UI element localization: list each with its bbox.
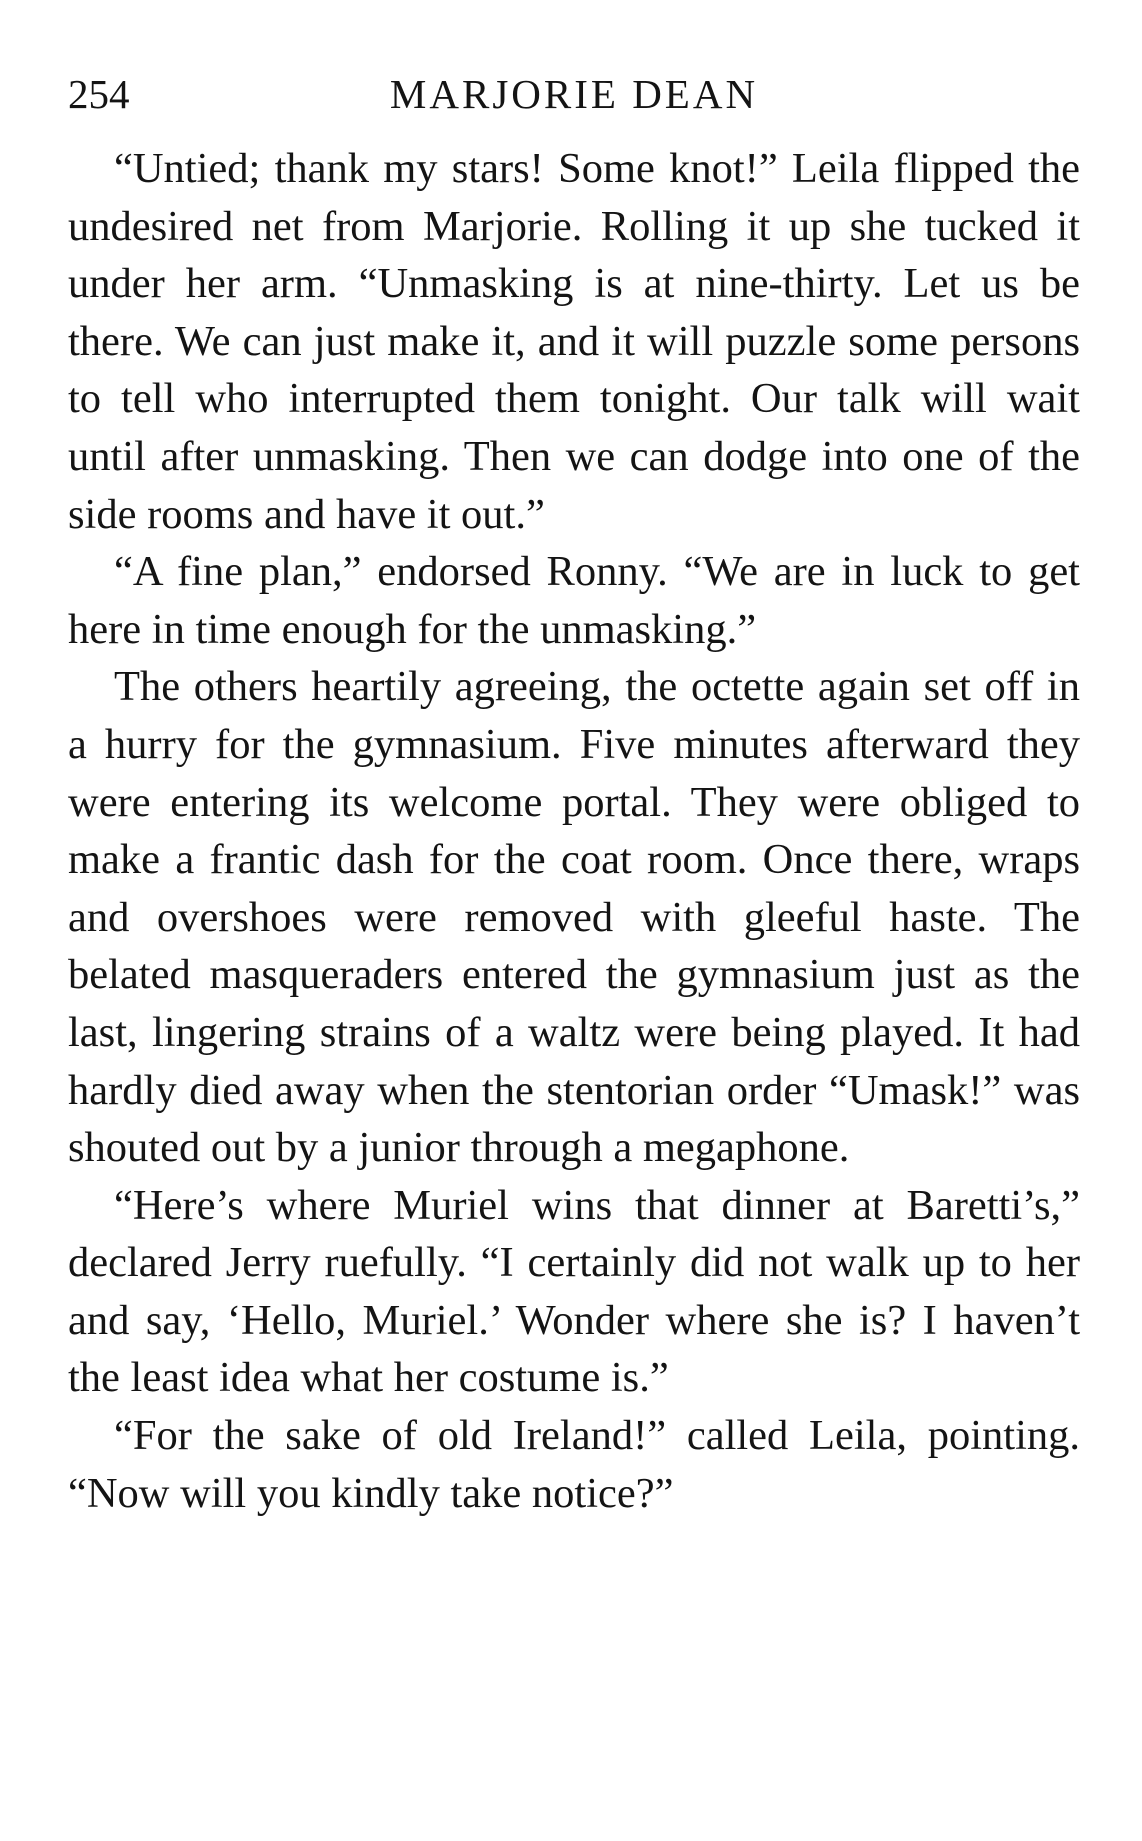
body-text (68, 140, 1080, 1522)
paragraph-5: “For the sake of old Ireland!” called Leila, pointing. “Now will you kindly take notice?” (68, 1412, 1080, 1517)
paragraph-3: The others heartily agreeing, the octette again set off in a hurry for the gymnasium. Five minutes afterward they were entering its welcome portal. They were obliged to make a frantic dash for the coat room. Once there, wraps and overshoes were removed with gleeful haste. The belated masqueraders entered the gymnasium just as the last, lingering strains of a waltz were being played. It had hardly died away when the stentorian order “Umask!” was shouted out by a junior through a megaphone. (68, 663, 1080, 1172)
paragraph-2: “A fine plan,” endorsed Ronny. “We are in luck to get here in time enough for the unmasking.” (68, 548, 1080, 653)
book-page (68, 62, 1080, 1522)
running-header (68, 62, 1080, 126)
paragraph-1: “Untied; thank my stars! Some knot!” Leila flipped the undesired net from Marjorie. Rolling it up she tucked it under her arm. “Unmasking is at nine-thirty. Let us be there. We can just make it, and it will puzzle some persons to tell who interrupted them tonight. Our talk will wait until after unmasking. Then we can dodge into one of the side rooms and have it out.” (68, 145, 1080, 538)
paragraph-4: “Here’s where Muriel wins that dinner at Baretti’s,” declared Jerry ruefully. “I certainly did not walk up to her and say, ‘Hello, Muriel.’ Wonder where she is? I haven’t the least idea what her costume is.” (68, 1181, 1080, 1402)
page-number: 254 (68, 71, 130, 117)
running-title: MARJORIE DEAN (389, 71, 759, 117)
